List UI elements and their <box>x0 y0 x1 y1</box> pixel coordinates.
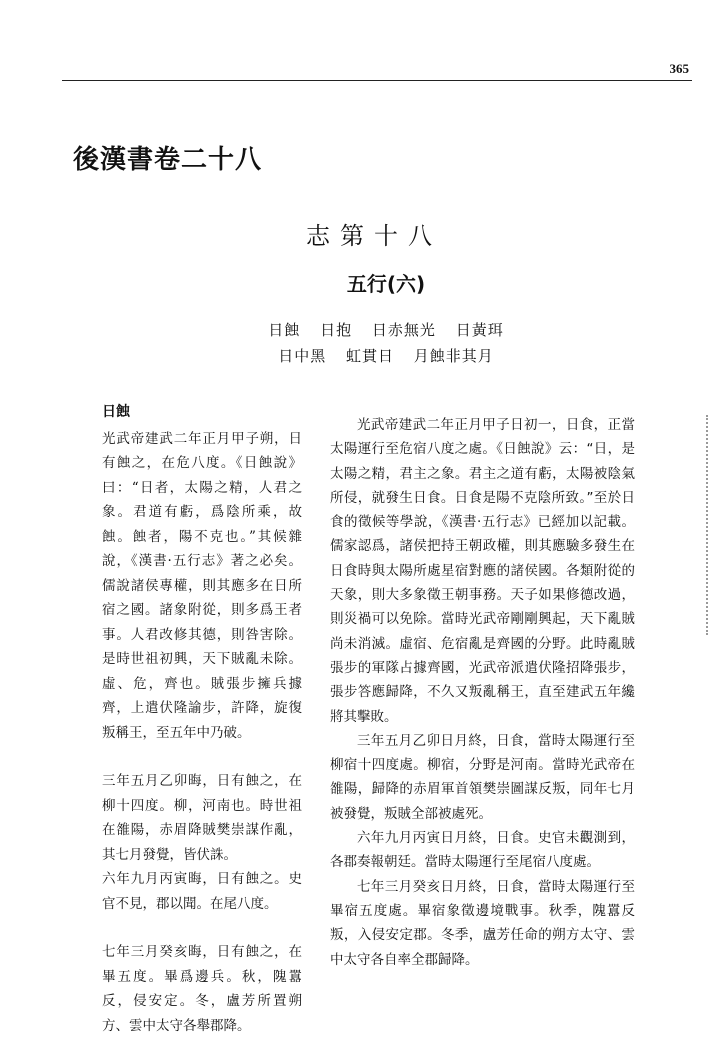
translation-paragraph: 六年九月丙寅日月終，日食。史官未觀測到，各郡奏報朝廷。當時太陽運行至尾宿八度處。 <box>330 830 635 871</box>
original-text-column <box>102 400 302 1038</box>
page-number: 365 <box>669 61 689 76</box>
topic-item: 日黃珥 <box>455 321 504 339</box>
original-paragraph: 光武帝建武二年正月甲子朔，日有蝕之，在危八度。《日蝕說》曰：“日者，太陽之精，人君之象。君道有虧，爲陰所乘，故蝕。蝕者，陽不克也。”其候雜說，《漢書·五行志》著之必矣。儒說諸侯專權，則其應多在日所宿之國。諸象附從，則多爲王者事。人君改修其德，則咎害除。是時世祖初興，天下賊亂未除。虛、危，齊也。賊張步擁兵據齊，上遣伏隆諭步，許降，旋復叛稱王，至五年中乃破。 <box>102 430 302 741</box>
translation-paragraph: 三年五月乙卯日月終，日食，當時太陽運行至柳宿十四度處。柳宿，分野是河南。當時光武帝在雒陽，歸降的赤眉軍首領樊崇圖謀反叛，同年七月被發覺，叛賊全部被處死。 <box>330 732 635 822</box>
book-title: 後漢書卷二十八 <box>73 145 263 175</box>
scan-edge-marks <box>706 415 714 635</box>
topic-item: 日蝕 <box>268 321 301 339</box>
topic-item: 虹貫日 <box>345 347 394 365</box>
original-paragraph: 七年三月癸亥晦，日有蝕之，在畢五度。畢爲邊兵。秋，隗囂反，侵安定。冬，盧芳所置朔方、雲中太守各舉郡降。 <box>102 944 302 1034</box>
topic-item: 日赤無光 <box>371 321 436 339</box>
translation-paragraph: 七年三月癸亥日月終，日食，當時太陽運行至畢宿五度處。畢宿象徵邊境戰事。秋季，隗囂反叛，入侵安定郡。冬季，盧芳任命的朔方太守、雲中太守各自率全郡歸降。 <box>330 878 635 968</box>
translation-paragraph: 光武帝建武二年正月甲子日初一，日食，正當太陽運行至危宿八度之處。《日蝕說》云：“日，是太陽之精，君主之象。君主之道有虧，太陽被陰氣所侵，就發生日食。日食是陽不克陰所致。”至於日食的徵候等學說，《漢書·五行志》已經加以記載。儒家認爲，諸侯把持王朝政權，則其應驗多發生在日食時與太陽所處星宿對應的諸侯國。各類附從的天象，則大多象徵王朝事務。天子如果修德改過，則災禍可以免除。當時光武帝剛剛興起，天下亂賊尚未消滅。虛宿、危宿亂是齊國的分野。此時亂賊張步的軍隊占據齊國，光武帝派遣伏隆招降張步，張步答應歸降，不久又叛亂稱王，直至建武五年纔將其擊敗。 <box>330 417 635 725</box>
original-paragraph: 六年九月丙寅晦，日有蝕之。史官不見，郡以聞。在尾八度。 <box>102 871 302 912</box>
subsection-title: 五行(六) <box>346 272 426 296</box>
topic-item: 月蝕非其月 <box>413 347 494 365</box>
header-rule <box>62 80 692 81</box>
topic-line-1 <box>56 317 716 343</box>
section-title: 志第十八 <box>306 222 442 250</box>
column-heading: 日蝕 <box>102 404 130 420</box>
topic-item: 日抱 <box>320 321 353 339</box>
paragraph-gap <box>102 745 302 769</box>
original-paragraph: 三年五月乙卯晦，日有蝕之，在柳十四度。柳，河南也。時世祖在雒陽，赤眉降賊樊崇謀作亂，其七月發覺，皆伏誅。 <box>102 773 302 863</box>
topic-list <box>0 317 716 369</box>
topic-item: 日中黑 <box>278 347 327 365</box>
paragraph-gap <box>102 916 302 940</box>
topic-line-2 <box>56 343 716 369</box>
translation-column <box>330 413 635 972</box>
